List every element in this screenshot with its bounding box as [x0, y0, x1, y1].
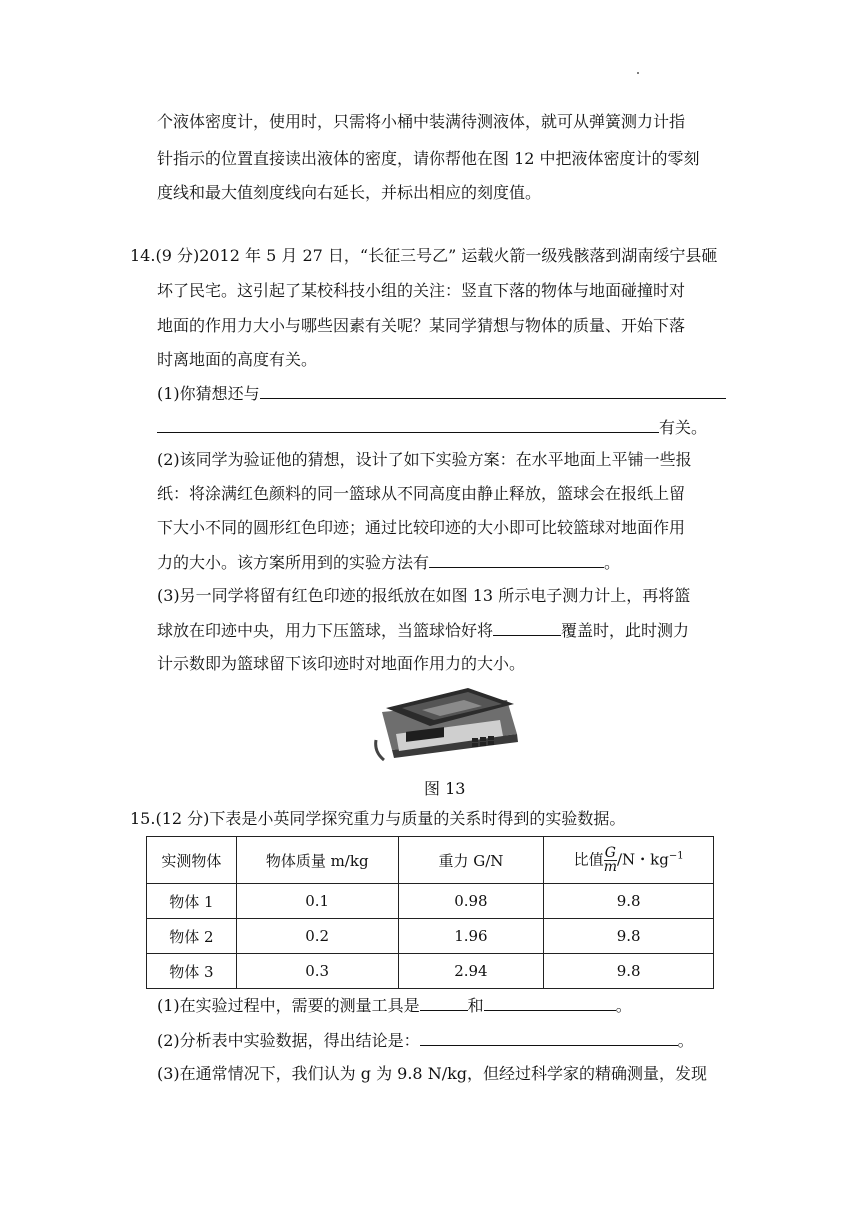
q15-part2-suffix: 。 — [677, 1031, 694, 1050]
q14-part1-blank-2[interactable] — [157, 417, 659, 433]
ratio-exponent: −1 — [668, 850, 684, 861]
ratio-denominator: m — [603, 858, 617, 875]
cell-gravity: 1.96 — [398, 919, 544, 954]
q14-part3-line-1: (3)另一同学将留有红色印迹的报纸放在如图 13 所示电子测力计上，再将篮 — [157, 586, 691, 605]
header-gravity: 重力 G/N — [398, 837, 544, 884]
q14-part1-blank-1[interactable] — [260, 383, 726, 399]
q14-part3-line-2 — [157, 620, 689, 641]
header-mass: 物体质量 m/kg — [236, 837, 398, 884]
ratio-numerator: G — [604, 844, 616, 861]
q14-part3-blank[interactable] — [493, 620, 561, 636]
intro-line-1: 个液体密度计，使用时，只需将小桶中装满待测液体，就可从弹簧测力计指 — [157, 112, 686, 131]
q15-part2-line — [157, 1030, 694, 1051]
electronic-scale-image — [372, 682, 522, 764]
cell-mass: 0.2 — [236, 919, 398, 954]
q14-part2-line-3: 下大小不同的圆形红色印迹；通过比较印迹的大小即可比较篮球对地面作用 — [157, 518, 686, 537]
q14-part3-prefix: 球放在印迹中央，用力下压篮球，当篮球恰好将 — [157, 621, 494, 640]
q14-line-4: 时离地面的高度有关。 — [157, 350, 318, 369]
q15-part3-line: (3)在通常情况下，我们认为 g 为 9.8 N/kg，但经过科学家的精确测量，发现 — [157, 1064, 708, 1083]
cell-gravity: 2.94 — [398, 954, 544, 989]
table-row — [147, 884, 714, 919]
cell-ratio: 9.8 — [544, 919, 714, 954]
q15-part1-suffix: 。 — [615, 996, 632, 1015]
intro-line-2: 针指示的位置直接读出液体的密度，请你帮他在图 12 中把液体密度计的零刻 — [157, 149, 700, 168]
q15-part2-prefix: (2)分析表中实验数据，得出结论是： — [157, 1031, 420, 1050]
q14-part2-line-2: 纸：将涂满红色颜料的同一篮球从不同高度由静止释放，篮球会在报纸上留 — [157, 484, 686, 503]
ratio-label: 比值 — [573, 850, 604, 868]
q15-part1-prefix: (1)在实验过程中，需要的测量工具是 — [157, 996, 420, 1015]
q15-part1-line — [157, 995, 632, 1016]
q14-part2-blank[interactable] — [429, 552, 604, 568]
cell-mass: 0.3 — [236, 954, 398, 989]
intro-line-3: 度线和最大值刻度线向右延长，并标出相应的刻度值。 — [157, 183, 542, 202]
q14-part3-line-3: 计示数即为篮球留下该印迹时对地面作用力的大小。 — [157, 654, 526, 673]
cell-object: 物体 3 — [147, 954, 237, 989]
ratio-unit: /N・kg — [616, 850, 669, 868]
header-ratio — [544, 837, 714, 884]
q14-part1-prefix: (1)你猜想还与 — [157, 384, 260, 403]
table-row — [147, 919, 714, 954]
q15-part1-blank-2[interactable] — [484, 995, 616, 1011]
q14-part2-line-4 — [157, 552, 620, 573]
q14-part1-line-2 — [157, 417, 707, 438]
q14-part1-line — [157, 383, 726, 404]
cell-ratio: 9.8 — [544, 884, 714, 919]
figure-caption: 图 13 — [424, 779, 466, 798]
q14-line-2: 坏了民宅。这引起了某校科技小组的关注：竖直下落的物体与地面碰撞时对 — [157, 281, 686, 300]
cell-object: 物体 2 — [147, 919, 237, 954]
header-object: 实测物体 — [147, 837, 237, 884]
q15-title: 15.(12 分)下表是小英同学探究重力与质量的关系时得到的实验数据。 — [130, 809, 626, 828]
q15-part1-blank-1[interactable] — [420, 995, 468, 1011]
table-row — [147, 954, 714, 989]
q14-part2-suffix: 。 — [604, 553, 621, 572]
cell-mass: 0.1 — [236, 884, 398, 919]
q14-line-3: 地面的作用力大小与哪些因素有关呢？某同学猜想与物体的质量、开始下落 — [157, 316, 686, 335]
q14-part2-prefix: 力的大小。该方案所用到的实验方法有 — [157, 553, 430, 572]
q14-part2-line-1: (2)该同学为验证他的猜想，设计了如下实验方案：在水平地面上平铺一些报 — [157, 450, 692, 469]
q14-part1-suffix: 有关。 — [659, 418, 708, 437]
q14-part3-suffix: 覆盖时，此时测力 — [561, 621, 690, 640]
q14-line-1: 14.(9 分)2012 年 5 月 27 日，“长征三号乙” 运载火箭一级残骸落到湖南绥宁县砸 — [130, 246, 718, 265]
q15-part1-mid: 和 — [467, 996, 484, 1015]
data-table — [146, 836, 714, 989]
cell-gravity: 0.98 — [398, 884, 544, 919]
q15-part2-blank[interactable] — [420, 1030, 678, 1046]
table-header-row — [147, 837, 714, 884]
cell-object: 物体 1 — [147, 884, 237, 919]
page-mark — [637, 72, 639, 74]
ratio-fraction — [603, 844, 617, 875]
cell-ratio: 9.8 — [544, 954, 714, 989]
